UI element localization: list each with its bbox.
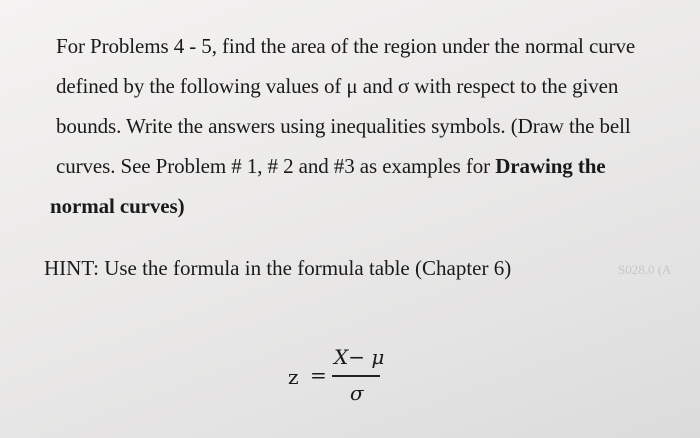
formula-denominator: σ: [350, 381, 364, 405]
instruction-line-4-regular: curves. See Problem # 1, # 2 and #3 as examples for: [56, 154, 496, 178]
instruction-line-4-bold: Drawing the: [495, 154, 606, 178]
formula-z: z: [288, 365, 299, 389]
bleed-through-text: S028.0 (A: [618, 262, 672, 277]
instruction-line-3: bounds. Write the answers using inequalities symbols. (Draw the bell: [56, 114, 631, 138]
instruction-line-5: normal curves): [50, 194, 185, 218]
formula-numerator: X− μ: [334, 345, 385, 369]
hint-text: HINT: Use the formula in the formula table (Chapter 6): [44, 256, 512, 280]
fraction-bar: [332, 375, 380, 377]
instruction-line-4: [56, 146, 656, 186]
problem-instructions: [50, 26, 656, 226]
formula-equals: =: [310, 363, 327, 387]
instruction-line-1: For Problems 4 - 5, find the area of the region under the normal curve: [56, 34, 636, 58]
instruction-line-2: defined by the following values of μ and σ with respect to the given: [56, 74, 619, 98]
z-score-formula: [288, 345, 408, 415]
